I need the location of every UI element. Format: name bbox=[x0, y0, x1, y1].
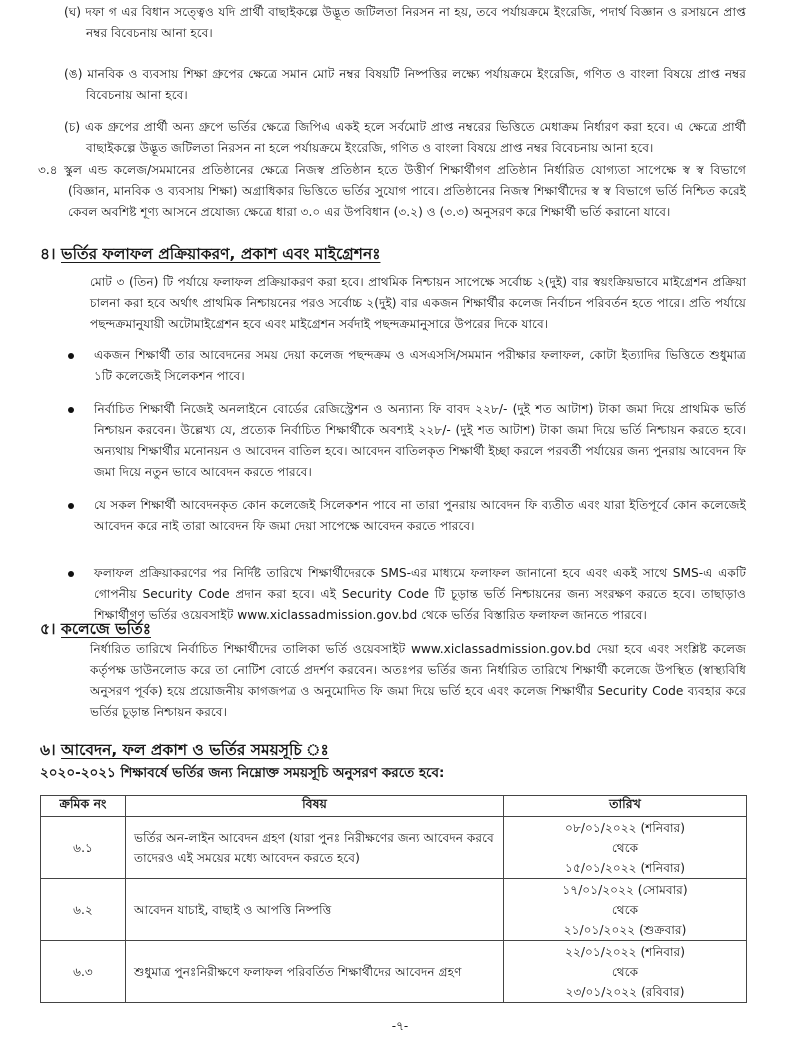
section-6-heading bbox=[40, 739, 329, 761]
clause-text: স্কুল এন্ড কলেজ/সমমানের প্রতিষ্ঠানের ক্ষেত্রে নিজস্ব প্রতিষ্ঠান হতে উত্তীর্ণ শিক্ষার্থীগণ প্রতিষ্ঠান নির্ধারিত যোগ্যতা সাপেক্ষে স্ব স্ব বিভাগে (বিজ্ঞান, মানবিক ও ব্যবসায় শিক্ষা) অগ্রাধিকার ভিত্তিতে ভর্তির সুযোগ পাবে। প্রতিষ্ঠানের নিজস্ব শিক্ষার্থীদের স্ব স্ব বিভাগে ভর্তি নিশ্চিত করেই কেবল অবশিষ্ট শূণ্য আসনে প্রযোজ্য ক্ষেত্রে ধারা ৩.০ এর উপবিধান (৩.২) ও (৩.৩) অনুসরণ করে শিক্ষার্থী ভর্তি করানো যাবে। bbox=[64, 163, 746, 219]
cell-date bbox=[504, 879, 747, 941]
cell-subject: শুধুমাত্র পুনঃনিরীক্ষণে ফলাফল পরিবর্তিত শিক্ষার্থীদের আবেদন গ্রহণ bbox=[126, 941, 504, 1003]
schedule-table bbox=[40, 795, 747, 1003]
header-serial: ক্রমিক নং bbox=[41, 796, 126, 817]
clause-number: ৩.৪ bbox=[38, 163, 58, 177]
clause-text: মানবিক ও ব্যবসায় শিক্ষা গ্রুপের ক্ষেত্রে সমান মোট নম্বর বিষয়টি নিষ্পত্তির লক্ষ্যে পর্যায়ক্রমে ইংরেজি, গণিত ও বাংলা বিষয়ে প্রাপ্ত নম্বর বিবেচনায় আনা হবে। bbox=[86, 67, 747, 102]
date-from: ২২/০১/২০২২ (শনিবার) bbox=[565, 944, 685, 959]
clause-text: দফা গ এর বিধান সত্ত্বেও যদি প্রার্থী বাছাইকল্পে উদ্ভূত জটিলতা নিরসন না হয়, তবে পর্যায়ক্রমে ইংরেজি, পদার্থ বিজ্ঞান ও রসায়নে প্রাপ্ত নম্বর বিবেচনায় আনা হবে। bbox=[85, 5, 747, 40]
clause-marker: (ঘ) bbox=[64, 5, 82, 19]
table-row bbox=[41, 941, 747, 1003]
clause-marker: (চ) bbox=[64, 120, 81, 134]
cell-date bbox=[504, 941, 747, 1003]
section-title: ভর্তির ফলাফল প্রক্রিয়াকরণ, প্রকাশ এবং মাইগ্রেশনঃ bbox=[61, 245, 381, 263]
clause-cha bbox=[64, 117, 746, 159]
bullet-item: ফলাফল প্রক্রিয়াকরণের পর নির্দিষ্ট তারিখে শিক্ষার্থীদেরকে SMS-এর মাধ্যমে ফলাফল জানানো হবে এবং একই সাথে SMS-এ একটি গোপনীয় Security Code প্রদান করা হবে। এই Security Code টি চূড়ান্ত ভর্তি নিশ্চায়নের জন্য সংরক্ষণ করতে হবে। তাছাড়াও শিক্ষার্থীগণ ভর্তির ওয়েবসাইট www.xiclassadmission.gov.bd থেকে ভর্তির বিস্তারিত ফলাফল জানতে পারবে। bbox=[64, 563, 746, 626]
clause-3-4 bbox=[38, 160, 746, 223]
date-to: ২১/০১/২০২২ (শুক্রবার) bbox=[563, 922, 687, 937]
bullet-icon bbox=[68, 571, 74, 577]
section-6-subtitle: ২০২০-২০২১ শিক্ষাবর্ষে ভর্তির জন্য নিম্নোক্ত সময়সূচি অনুসরণ করতে হবে: bbox=[40, 765, 445, 781]
section-title: কলেজে ভর্তিঃ bbox=[61, 620, 152, 638]
cell-subject: আবেদন যাচাই, বাছাই ও আপত্তি নিষ্পত্তি bbox=[126, 879, 504, 941]
page-number: -৭- bbox=[391, 1019, 409, 1033]
cell-serial: ৬.৩ bbox=[41, 941, 126, 1003]
section-4-intro: মোট ৩ (তিন) টি পর্যায়ে ফলাফল প্রক্রিয়াকরণ করা হবে। প্রাথমিক নিশ্চায়ন সাপেক্ষে সর্বোচ্চ ২(দুই) বার স্বয়ংক্রিয়ভাবে মাইগ্রেশন প্রক্রিয়া চালনা করা হবে অর্থাৎ প্রাথমিক নিশ্চায়নের পরও সর্বোচ্চ ২(দুই) বার একজন শিক্ষার্থীর কলেজ নির্বাচন পরিবর্তন হতে পারে। প্রতি পর্যায়ে পছন্দক্রমানুযায়ী অটোমাইগ্রেশন হবে এবং মাইগ্রেশন সর্বদাই পছন্দক্রমানুসারে উপরের দিকে যাবে। bbox=[90, 275, 746, 331]
cell-subject: ভর্তির অন-লাইন আবেদন গ্রহণ (যারা পুনঃ নিরীক্ষণের জন্য আবেদন করবে তাদেরও এই সময়ের মধ্যে আবেদন করতে হবে) bbox=[126, 817, 504, 879]
clause-marker: (ঙ) bbox=[64, 67, 83, 81]
table-row bbox=[41, 817, 747, 879]
section-4-bullets bbox=[64, 345, 746, 626]
header-subject: বিষয় bbox=[126, 796, 504, 817]
header-date: তারিখ bbox=[504, 796, 747, 817]
clause-text: এক গ্রুপের প্রার্থী অন্য গ্রুপে ভর্তির ক্ষেত্রে জিপিএ একই হলে সর্বমোট প্রাপ্ত নম্বরের ভিত্তিতে মেধাক্রম নির্ধারণ করা হবে। এ ক্ষেত্রে প্রার্থী বাছাইকল্পে উদ্ভূত জটিলতা নিরসন না হলে পর্যায়ক্রমে ইংরেজি, গণিত ও বাংলা বিষয়ে প্রাপ্ত নম্বর বিবেচনায় আনা হবে। bbox=[84, 120, 746, 155]
bullet-icon bbox=[68, 353, 74, 359]
section-4-heading bbox=[40, 243, 380, 265]
cell-serial: ৬.১ bbox=[41, 817, 126, 879]
table-row bbox=[41, 879, 747, 941]
clause-gha bbox=[64, 2, 746, 44]
section-5-text: নির্ধারিত তারিখে নির্বাচিত শিক্ষার্থীদের তালিকা ভর্তি ওয়েবসাইট www.xiclassadmission.gov.bd দেয়া হবে এবং সংশ্লিষ্ট কলেজ কর্তৃপক্ষ ডাউনলোড করে তা নোটিশ বোর্ডে প্রদর্শণ করবেন। অতঃপর ভর্তির জন্য নির্ধারিত তারিখে শিক্ষার্থী কলেজে উপস্থিত (স্বাস্থ্যবিধি অনুসরণ পূর্বক) হয়ে প্রয়োজনীয় কাগজপত্র ও অনুমোদিত ফি জমা দিয়ে ভর্তি হবে এবং কলেজ শিক্ষার্থীর Security Code ব্যবহার করে ভর্তির চূড়ান্ত নিশ্চায়ন করবে। bbox=[90, 642, 746, 719]
section-number: ৫। bbox=[40, 620, 56, 638]
bullet-item: একজন শিক্ষার্থী তার আবেদনের সময় দেয়া কলেজ পছন্দক্রম ও এসএসসি/সমমান পরীক্ষার ফলাফল, কোটা ইত্যাদির ভিত্তিতে শুধুমাত্র ১টি কলেজেই সিলেকশন পাবে। bbox=[64, 345, 746, 387]
date-sep: থেকে bbox=[611, 840, 639, 855]
date-sep: থেকে bbox=[611, 964, 639, 979]
date-from: ০৮/০১/২০২২ (শনিবার) bbox=[565, 820, 685, 835]
section-number: ৪। bbox=[40, 245, 56, 263]
date-to: ১৫/০১/২০২২ (শনিবার) bbox=[565, 860, 685, 875]
bullet-item: নির্বাচিত শিক্ষার্থী নিজেই অনলাইনে বোর্ডের রেজিস্ট্রেশন ও অন্যান্য ফি বাবদ ২২৮/- (দুই শত আটাশ) টাকা জমা দিয়ে প্রাথমিক ভর্তি নিশ্চায়ন করবেন। উল্লেখ্য যে, প্রত্যেক নির্বাচিত শিক্ষার্থীকে অবশ্যই ২২৮/- (দুই শত আটাশ) টাকা জমা দিয়ে ভর্তি নিশ্চায়ন করতে হবে। অন্যথায় শিক্ষার্থীর মনোনয়ন ও আবেদন বাতিল হবে। আবেদন বাতিলকৃত শিক্ষার্থী ইচ্ছা করলে পরবর্তী পর্যায়ের জন্য পুনরায় আবেদন ফি জমা দিয়ে নতুন ভাবে আবেদন করতে পারবে। bbox=[64, 399, 746, 483]
date-sep: থেকে bbox=[611, 902, 639, 917]
section-title: আবেদন, ফল প্রকাশ ও ভর্তির সময়সূচি ঃ bbox=[61, 741, 329, 759]
table-header-row bbox=[41, 796, 747, 817]
date-from: ১৭/০১/২০২২ (সোমবার) bbox=[562, 882, 688, 897]
bullet-icon bbox=[68, 407, 74, 413]
section-number: ৬। bbox=[40, 741, 56, 759]
bullet-icon bbox=[68, 503, 74, 509]
date-to: ২৩/০১/২০২২ (রবিবার) bbox=[565, 984, 685, 999]
cell-serial: ৬.২ bbox=[41, 879, 126, 941]
bullet-item: যে সকল শিক্ষার্থী আবেদনকৃত কোন কলেজেই সিলেকশন পাবে না তারা পুনরায় আবেদন ফি ব্যতীত এবং যারা ইতিপূর্বে কোন কলেজেই আবেদন করে নাই তারা আবেদন ফি জমা দেয়া সাপেক্ষে আবেদন করতে পারবে। bbox=[64, 495, 746, 537]
section-5-heading bbox=[40, 618, 151, 640]
cell-date bbox=[504, 817, 747, 879]
clause-umo bbox=[64, 64, 746, 106]
